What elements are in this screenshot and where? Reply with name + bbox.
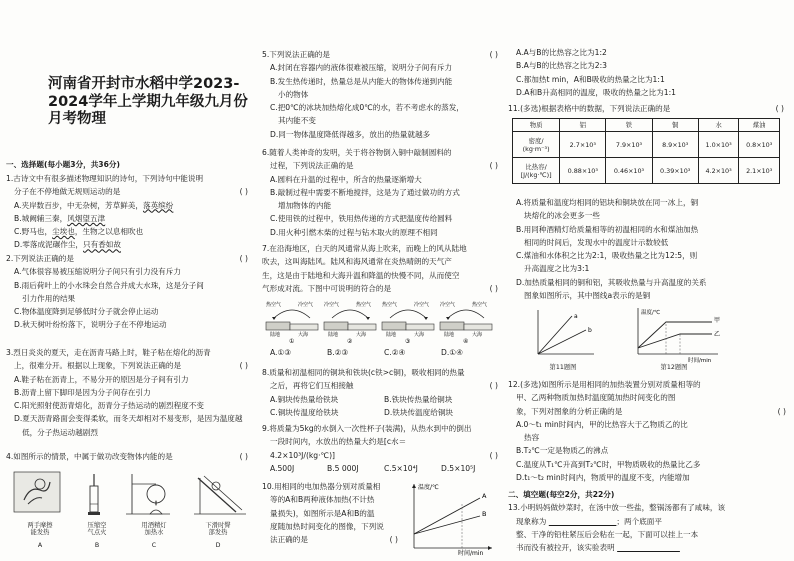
- table-cell: 1.0×10³: [698, 132, 739, 158]
- q9-option-a: A.500J: [270, 463, 295, 473]
- svg-text:温度/℃: 温度/℃: [641, 310, 661, 316]
- q6-option-c: C.使用铁的过程中，铁用热传递的方式把温度传给圆料: [270, 214, 453, 224]
- q3-answer-paren: ( ): [239, 361, 248, 371]
- q3-option-b: B.沥青上留下脚印是因为分子间存在引力: [14, 387, 151, 397]
- section-fill-heading: 二、填空题(每空2分，共22分): [508, 490, 615, 499]
- question-1: [6, 172, 248, 252]
- q7-label-air: 冷空气: [440, 302, 456, 308]
- q7-label-sea: 大海: [414, 332, 425, 338]
- q10-y-axis-label: 温度/℃: [418, 484, 439, 491]
- q4-caption-c: 用酒精灯 加热水: [141, 522, 167, 536]
- q1-option-d: D.零落成泥碾作尘，只有香如故: [14, 240, 121, 250]
- q7-panel-number: ②: [347, 338, 353, 344]
- q10-option-c: C.都加热t min，A和B吸收的热量之比为1:1: [516, 74, 665, 84]
- question-5: [262, 48, 498, 141]
- q13-line4: 整、干净的铅柱紧压后会粘在一起，下面可以挂上一本: [516, 529, 699, 539]
- q11-option-c: C.煤油和水体积之比为2:1，吸收热量之比为12:5，则: [516, 251, 698, 261]
- q11-option-b: B.用同种酒精灯给质量相等的初温相同的水和煤油加热: [516, 224, 699, 234]
- q7-panel-number: ④: [463, 338, 469, 344]
- q7-figure-sea-land-breeze: [264, 298, 496, 344]
- table-header-row: [513, 119, 780, 132]
- q12-answer-paren: ( ): [777, 406, 786, 416]
- q3-option-d: D.夏天沥青路面会变得柔软，而冬天却相对不易变形，是因为温度越: [14, 414, 243, 424]
- q10-x-axis-label: 时间/min: [458, 550, 484, 556]
- question-10: [262, 480, 398, 546]
- q2-option-a: A.气体很容易被压缩说明分子间只有引力没有斥力: [14, 267, 181, 277]
- q12-graph: [626, 304, 722, 364]
- q13-line5: 书而没有被拉开，该实验表明: [516, 543, 615, 553]
- table-cell: 铜: [652, 119, 698, 132]
- q7-label-air: 热空气: [382, 302, 398, 308]
- q1-stem-line2: 分子在不停地做无规则运动的是: [14, 187, 121, 197]
- q10-option-a: A.A与B的比热容之比为1:2: [516, 48, 607, 57]
- q11-option-c-cont: 升高温度之比为3:1: [524, 264, 590, 274]
- q9-answer-paren: ( ): [489, 450, 498, 460]
- q7-label-air: 冷空气: [414, 302, 430, 308]
- q7-option-c: C.②④: [384, 348, 406, 357]
- q7-panel-number: ③: [405, 338, 411, 344]
- air-compression-cylinder-illustration: [88, 474, 100, 515]
- q4-letter-b: B: [94, 542, 100, 549]
- question-3: [6, 346, 248, 439]
- table-row: [513, 158, 780, 184]
- q12-option-a: A.0～t₁ min时间内，甲的比热容大于乙物质乙的比: [516, 419, 688, 429]
- q12-stem-line2: 甲、乙两种物质加热时温度随加热时间变化的图: [516, 393, 676, 403]
- section-fill: [508, 488, 786, 554]
- q3-stem-line2: 上，很难分开。根据以上现象，下列说法正确的是: [14, 361, 182, 371]
- q4-answer-paren: ( ): [239, 452, 248, 461]
- q4-stem: 4.如图所示的情景，中属于做功改变物体内能的是: [6, 452, 173, 461]
- table-cell: 0.88×10³: [560, 158, 606, 184]
- q5-stem: 5.下列说法正确的是: [262, 50, 330, 59]
- q6-stem-line1: 6.随着人类神奇的发明，关于将谷物倒入铜中敲制圆料的: [262, 148, 452, 157]
- q4-caption-a: 两手摩擦 能发热: [27, 522, 53, 536]
- table-cell: 4.2×10³: [698, 158, 739, 184]
- q7-label-air: 冷空气: [324, 302, 340, 308]
- question-6: [262, 146, 498, 239]
- q10-stem-line3: 量损失)，如图所示是A和B的温: [270, 508, 375, 518]
- q7-stem-line2: 吹去，这叫海陆风。陆风和海风通常在炎热晴朗的天气产: [262, 257, 452, 267]
- q9-stem-line1: 9.将质量为5kg的水倒入一次性杯子(装满)，从热水到中的倒出: [262, 424, 472, 433]
- q7-label-sea: 大海: [472, 332, 483, 338]
- q7-label-air: 热空气: [356, 302, 372, 308]
- table-row-label: 密度/ (kg·m⁻³): [513, 132, 560, 158]
- table-row-label: 比热容/ [J/(kg·℃)]: [513, 158, 560, 184]
- q12-figure-caption: 第12题图: [660, 364, 688, 371]
- q1-stem-line1: 1.古诗文中有很多描述物理知识的诗句，下列诗句中能说明: [6, 174, 204, 183]
- q10-stem-line5: 法正确的是: [270, 535, 308, 545]
- q7-panel: [440, 301, 492, 344]
- page-title: 河南省开封市水稻中学2023-2024学年上学期九年级九月份月考物理: [48, 76, 248, 127]
- q10-temperature-time-graph: [402, 478, 496, 556]
- q7-option-b: B.②③: [327, 348, 349, 357]
- q10-answer-paren: ( ): [389, 535, 398, 545]
- table-cell: 煤油: [739, 119, 780, 132]
- q7-stem-line1: 7.在沿海地区，白天的风通常从海上吹来，而晚上的风从陆地: [262, 244, 467, 253]
- question-11-options: [508, 196, 786, 302]
- q7-stem-line4: 气形成对流。下图中可说明的符合的是: [262, 283, 392, 293]
- q5-option-b: B.发生热传递时，热量总是从内能大的物体传递到内能: [270, 76, 453, 86]
- svg-text:时间/min: 时间/min: [688, 358, 712, 364]
- table-cell: 水: [698, 119, 739, 132]
- q7-label-air: 热空气: [266, 302, 282, 308]
- q2-stem: 2.下列说法正确的是: [6, 254, 74, 263]
- q7-option-d: D.①④: [441, 348, 463, 357]
- table-row: [513, 132, 780, 158]
- q11-option-d-cont: 图象如图所示，其中图线a表示的是铜: [524, 291, 651, 301]
- q11-option-d: D.加热质量相同的铜和铝，其吸收热量与升高温度的关系: [516, 277, 707, 287]
- q8-stem-line2: 之后，再将它们互相接触: [270, 381, 354, 391]
- column-right: [508, 0, 794, 561]
- q7-option-a: A.①③: [270, 348, 292, 357]
- q6-option-d: D.用火种引燃木柴的过程与钻木取火的原理不相同: [270, 227, 438, 237]
- q10-series-a-label: A: [482, 492, 487, 500]
- table-cell: 0.39×10³: [652, 158, 698, 184]
- q9-stem-line3: 4.2×10³J/(kg·℃)]: [270, 450, 335, 460]
- table-cell: 0.8×10³: [739, 132, 780, 158]
- q9-option-d: D.5×10⁵J: [441, 463, 476, 473]
- q7-label-land: 陆地: [386, 332, 397, 338]
- q2-option-b-cont: 引力作用的结果: [22, 293, 76, 303]
- q6-stem-line2: 过程，下列说法正确的是: [270, 161, 354, 171]
- q11-option-a: A.将质量和温度均相同的铝块和铜块放在同一冰上，铜: [516, 198, 699, 207]
- question-4: [6, 450, 248, 463]
- q7-answer-paren: ( ): [489, 283, 498, 293]
- q1-option-b: B.城阙辅三秦，风烟望五津: [14, 213, 106, 223]
- q11-option-a-cont: 块熔化的冰会更多一些: [524, 211, 600, 221]
- q10-stem-line4: 度随加热时间变化的图像，下列说: [270, 521, 384, 531]
- hands-rubbing-illustration: [14, 472, 60, 512]
- q5-answer-paren: ( ): [489, 50, 498, 59]
- q5-option-d: D.同一物体温度降低得越多，放出的热量就越多: [270, 129, 431, 139]
- q5-option-c: C.把0℃的冰块加热熔化成0℃的水，若不考虑水的蒸发，: [270, 103, 464, 113]
- q8-stem-line1: 8.质量和初温相同的铜块和铁块(c铁>c铜)，吸收相同的热量: [262, 368, 465, 377]
- q9-option-c: C.5×10⁴J: [384, 463, 418, 473]
- q7-panel: [266, 301, 318, 344]
- q12-option-b: B.T₂℃一定是物质乙的沸点: [516, 446, 609, 456]
- question-11: [508, 102, 784, 115]
- question-10-options: [508, 46, 794, 99]
- q12-option-d: D.t₁～t₂ min时间内，物质甲的温度不变，内能增加: [516, 473, 690, 483]
- q12-option-a-cont: 热容: [524, 433, 540, 443]
- q2-option-b: B.雨后荷叶上的小水珠会自然合并成大水珠，这是分子间: [14, 280, 204, 290]
- q7-label-air: 热空气: [472, 302, 488, 308]
- column-left: [0, 0, 254, 561]
- q3-stem-line1: 3.烈日炎炎的夏天，走在沥青马路上时，鞋子粘在熔化的沥青: [6, 348, 211, 357]
- svg-text:乙: 乙: [714, 331, 721, 338]
- q7-label-air: 冷空气: [298, 302, 314, 308]
- section-heading: 一、选择题(每小题3分，共36分): [6, 160, 120, 169]
- question-7: [262, 242, 498, 295]
- q4-letter-d: D: [215, 542, 221, 549]
- question-2: [6, 252, 248, 332]
- q7-label-sea: 大海: [356, 332, 367, 338]
- q7-panel: [382, 301, 434, 344]
- q1-option-c: C.野马也，尘埃也，生物之以息相吹也: [14, 227, 144, 237]
- q8-option-d: D.铁块传温度给铜块: [384, 407, 454, 417]
- q10-stem-line2: 等的A和B两种液体加热(不计热: [270, 495, 375, 505]
- q11-answer-paren: ( ): [775, 104, 784, 113]
- q9-option-b: B.5 000J: [327, 463, 359, 473]
- q2-answer-paren: ( ): [239, 254, 248, 263]
- q10-option-d: D.A和B升高相同的温度，吸收的热量之比为1:1: [516, 87, 676, 97]
- section-choice: [6, 158, 254, 171]
- q13-line3: ；两个底面平: [616, 516, 662, 526]
- q10-option-b: B.A与B的比热容之比为2:3: [516, 61, 607, 71]
- q3-option-d-cont: 低，分子热运动越剧烈: [22, 427, 98, 437]
- q10-stem-line1: 10.用相同的电加热器分别对质量相: [262, 482, 381, 491]
- q2-option-c: C.物体温度降到足够低时分子就会停止运动: [14, 307, 159, 317]
- table-cell: 2.7×10³: [560, 132, 606, 158]
- q4-letter-c: C: [151, 542, 157, 549]
- q7-label-land: 陆地: [444, 332, 455, 338]
- table-cell: 0.46×10³: [606, 158, 652, 184]
- q8-option-a: A.铜块传热量给铁块: [270, 394, 339, 404]
- question-8: [262, 366, 498, 419]
- q8-option-b: B.铁块传热量给铜块: [384, 394, 453, 404]
- q6-option-a: A.圆料在升温的过程中，所含的热量逐渐增大: [270, 174, 422, 184]
- slide-illustration: [194, 476, 246, 514]
- table-cell: 物质: [513, 119, 560, 132]
- q7-panel: [324, 301, 376, 344]
- q11-option-b-cont: 相同的时间后，发现水中的温度计示数较低: [524, 237, 669, 247]
- q7-label-sea: 大海: [298, 332, 309, 338]
- q7-label-land: 陆地: [270, 332, 281, 338]
- svg-text:a: a: [574, 313, 578, 320]
- q9-stem-line2: 一段时间内，水放出的热量大约是[c水＝: [270, 437, 407, 447]
- q11-graph: [528, 306, 598, 362]
- q10-series-b-label: B: [482, 510, 487, 518]
- q8-answer-paren: ( ): [489, 381, 498, 391]
- q11-data-table: [512, 118, 780, 184]
- q5-option-c-cont: 其内能不变: [278, 116, 316, 126]
- q6-option-b-cont: 增加物体的内能: [278, 201, 332, 211]
- q13-blank-1[interactable]: [549, 517, 617, 526]
- table-cell: 7.9×10³: [606, 132, 652, 158]
- svg-text:b: b: [588, 327, 592, 334]
- q5-option-a: A.封闭在容器内的液体很难被压缩，说明分子间有斥力: [270, 63, 453, 73]
- q2-option-d: D.秋天树叶纷纷落下，说明分子在不停地运动: [14, 320, 167, 330]
- q1-option-a: A.夹岸数百步，中无杂树，芳草鲜美，落英缤纷: [14, 200, 174, 210]
- q7-options: [262, 346, 498, 359]
- q11-figure-caption: 第11题图: [549, 364, 577, 371]
- table-cell: 8.9×10³: [652, 132, 698, 158]
- q8-option-c: C.铜块传温度给铁块: [270, 407, 339, 417]
- table-cell: 2.1×10³: [739, 158, 780, 184]
- q12-option-c: C.温度从T₁℃升高到T₂℃时，甲物质吸收的热量比乙多: [516, 459, 701, 469]
- q13-line1: 13.小明妈妈做炒菜时，在汤中放一些盐，整锅汤都有了咸味，该: [508, 503, 726, 513]
- question-12: [508, 378, 786, 484]
- q12-stem-line1: 12.(多选)如图所示是用相同的加热装置分别对质量相等的: [508, 380, 701, 389]
- q4-caption-b: 压缩空 气点火: [87, 522, 107, 536]
- q7-panel-number: ①: [289, 338, 295, 344]
- q6-answer-paren: ( ): [489, 161, 498, 171]
- q11-stem: 11.(多选)根据表格中的数据，下列说法正确的是: [508, 104, 671, 113]
- q3-option-c: C.阳光照射使沥青熔化，沥青分子热运动的剧烈程度不变: [14, 401, 204, 411]
- q4-caption-d: 下滑时臀 部发热: [205, 522, 231, 536]
- q6-option-b: B.敲制过程中需要不断地搅拌，这是为了通过做功的方式: [270, 187, 460, 197]
- q1-answer-paren: ( ): [239, 187, 248, 197]
- q12-stem-line3: 象，下列对图象的分析正确的是: [516, 406, 623, 416]
- series-b-line: [414, 516, 480, 534]
- table-cell: 铁: [606, 119, 652, 132]
- q13-blank-2[interactable]: [617, 543, 680, 552]
- q4-letter-a: A: [37, 542, 43, 549]
- question-9: [262, 422, 498, 475]
- q7-label-land: 陆地: [328, 332, 339, 338]
- q7-stem-line3: 生，这是由于陆地和大海升温和降温的快慢不同，从而使空: [262, 270, 460, 280]
- series-a-line: [414, 498, 480, 534]
- table-cell: 铝: [560, 119, 606, 132]
- q13-line2: 现象称为: [516, 516, 547, 526]
- svg-text:甲: 甲: [714, 317, 721, 324]
- q3-option-a: A.鞋子粘在沥青上，不易分开的原因是分子间有引力: [14, 374, 189, 384]
- column-middle: [262, 0, 498, 561]
- alcohol-lamp-heating-illustration: [126, 474, 170, 514]
- q5-option-b-cont: 小的物体: [278, 89, 309, 99]
